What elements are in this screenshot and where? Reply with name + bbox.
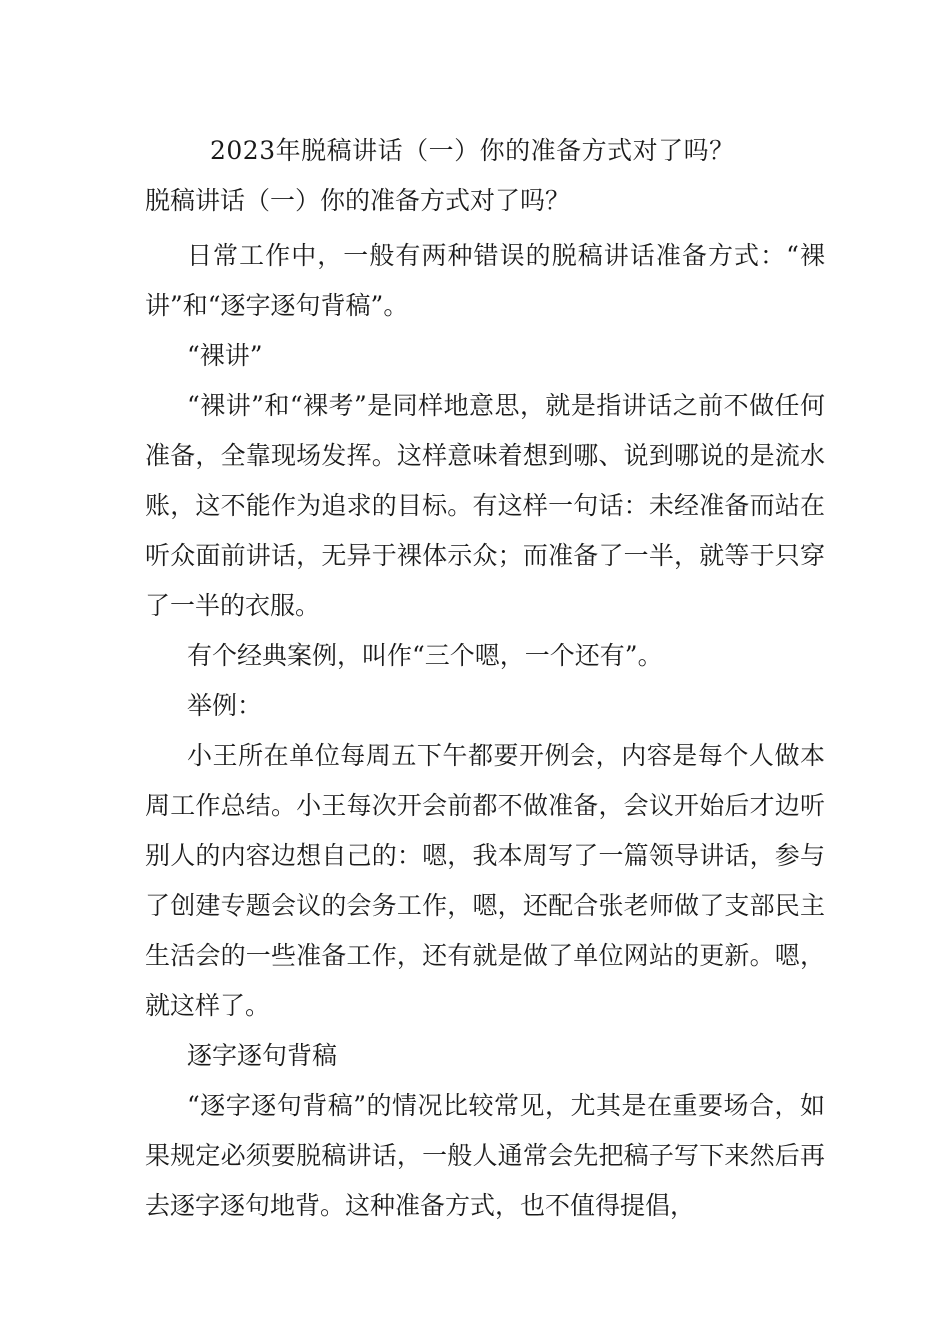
document-title: 2023年脱稿讲话（一）你的准备方式对了吗？ xyxy=(210,136,735,165)
section-heading-beigao: 逐字逐句背稿 xyxy=(187,1041,338,1070)
paragraph: “逐字逐句背稿”的情况比较常见，尤其是在重要场合，如果规定必须要脱稿讲话，一般人通常会先把稿子写下来然后再去逐字逐句地背。这种准备方式，也不值得提倡， xyxy=(145,1091,825,1220)
document-subtitle: 脱稿讲话（一）你的准备方式对了吗？ xyxy=(145,186,571,215)
document-body xyxy=(145,231,825,1231)
paragraph: 日常工作中，一般有两种错误的脱稿讲话准备方式：“裸讲”和“逐字逐句背稿”。 xyxy=(145,241,825,320)
paragraph: 有个经典案例，叫作“三个嗯，一个还有”。 xyxy=(187,641,663,670)
paragraph: “裸讲”和“裸考”是同样地意思，就是指讲话之前不做任何准备，全靠现场发挥。这样意味着想到哪、说到哪说的是流水账，这不能作为追求的目标。有这样一句话：未经准备而站在听众面前讲话，无异于裸体示众；而准备了一半，就等于只穿了一半的衣服。 xyxy=(145,391,825,620)
example-label: 举例： xyxy=(187,691,263,720)
section-heading-luojiang: “裸讲” xyxy=(187,341,263,370)
paragraph: 小王所在单位每周五下午都要开例会，内容是每个人做本周工作总结。小王每次开会前都不做准备，会议开始后才边听别人的内容边想自己的：嗯，我本周写了一篇领导讲话，参与了创建专题会议的会务工作，嗯，还配合张老师做了支部民主生活会的一些准备工作，还有就是做了单位网站的更新。嗯，就这样了。 xyxy=(145,741,825,1020)
